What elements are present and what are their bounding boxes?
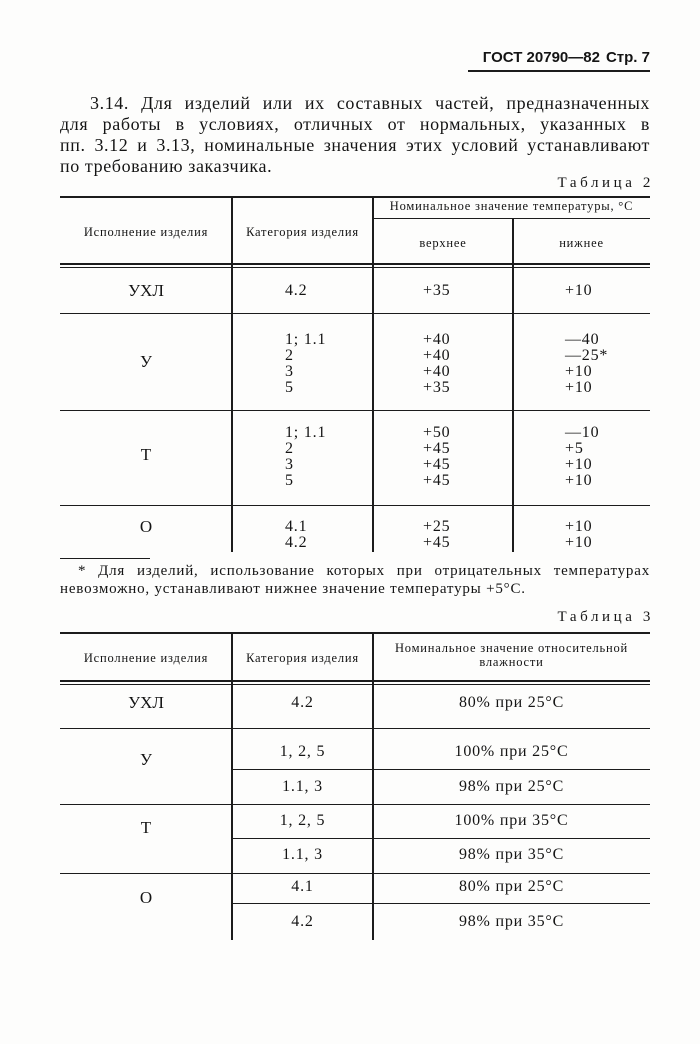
table3-header-rule — [60, 684, 650, 685]
table2-row-lower — [565, 425, 599, 489]
table3-humidity-value: 100% при 35°C — [454, 812, 569, 829]
table2-row-execution: О — [139, 517, 153, 536]
table3-category: 4.2 — [291, 913, 314, 930]
table3-row-execution: Т — [140, 818, 152, 837]
lower-value: +10 — [565, 518, 593, 535]
footnote-line: невозможно, устанавливают нижнее значение температуры +5°C. — [60, 581, 526, 597]
table3-row-execution: УХЛ — [128, 693, 164, 712]
category-value: 4.2 — [285, 282, 308, 299]
table3-row-execution: О — [139, 888, 153, 907]
table2-row-lower — [565, 332, 608, 396]
table2-column-rule — [231, 196, 233, 552]
table3-row-rule — [60, 873, 650, 874]
table2-row-categories — [285, 425, 326, 489]
table2-header-rule — [60, 267, 650, 268]
upper-value: +35 — [423, 379, 451, 396]
category-value: 2 — [285, 347, 294, 364]
upper-value: +45 — [423, 440, 451, 457]
lower-value: —10 — [565, 424, 600, 441]
table3-row-execution: У — [139, 750, 153, 769]
table2-row-categories — [285, 519, 307, 551]
table2-row-upper — [423, 519, 450, 551]
table2-row-categories — [285, 283, 307, 299]
footnote-line: * Для изделий, использование которых при отрицательных температурах — [78, 563, 650, 579]
table2-header-category: Категория изделия — [246, 225, 359, 239]
standard-number: ГОСТ 20790—82 — [482, 49, 600, 66]
table3-category: 1.1, 3 — [282, 846, 323, 863]
table3-header-execution: Исполнение изделия — [83, 651, 209, 665]
table2-header-lower: нижнее — [559, 236, 604, 250]
table3-humidity-value: 80% при 25°C — [458, 694, 565, 711]
upper-value: +45 — [423, 472, 451, 489]
category-value: 3 — [285, 363, 294, 380]
table2-header-execution: Исполнение изделия — [83, 225, 209, 239]
table3-header-humidity: влажности — [479, 655, 544, 669]
lower-value: +10 — [565, 456, 593, 473]
table3-humidity-value: 98% при 25°C — [458, 778, 565, 795]
table2-row-lower — [565, 519, 592, 551]
table3-category: 1, 2, 5 — [279, 743, 326, 760]
table3-humidity-value: 80% при 25°C — [458, 878, 565, 895]
upper-value: +35 — [423, 282, 451, 299]
table2-row-execution: Т — [140, 445, 152, 464]
table3-category: 1.1, 3 — [282, 778, 323, 795]
table2-header-upper: верхнее — [419, 236, 467, 250]
lower-value: +10 — [565, 282, 593, 299]
clause-line: 3.14. Для изделий или их составных частей, предназначенных — [90, 93, 650, 113]
upper-value: +40 — [423, 331, 451, 348]
table3-caption: Таблица 3 — [557, 609, 654, 625]
table2-row-upper — [423, 425, 450, 489]
lower-value: —40 — [565, 331, 600, 348]
table2-header-rule — [60, 263, 650, 265]
clause-line: по требованию заказчика. — [60, 156, 273, 176]
table3-humidity-value: 98% при 35°C — [458, 846, 565, 863]
category-value: 4.1 — [285, 518, 308, 535]
table2-row-lower — [565, 283, 592, 299]
table2-row-upper — [423, 332, 450, 396]
upper-value: +45 — [423, 534, 451, 551]
clause-line: пп. 3.12 и 3.13, номинальные значения этих условий устанавливают — [60, 135, 650, 155]
table2-caption: Таблица 2 — [557, 175, 654, 191]
table3-header-category: Категория изделия — [246, 651, 359, 665]
table3-subrow-rule — [232, 838, 650, 839]
lower-value: +10 — [565, 472, 593, 489]
table2-row-rule — [60, 410, 650, 411]
table2-row-upper — [423, 283, 450, 299]
lower-value: +10 — [565, 379, 593, 396]
upper-value: +25 — [423, 518, 451, 535]
footnote-rule — [60, 558, 150, 559]
upper-value: +45 — [423, 456, 451, 473]
category-value: 4.2 — [285, 534, 308, 551]
table3-category: 4.2 — [291, 694, 314, 711]
table3-humidity-value: 100% при 25°C — [454, 743, 569, 760]
table2-row-rule — [60, 313, 650, 314]
category-value: 5 — [285, 472, 294, 489]
table3-header-humidity: Номинальное значение относительной — [394, 641, 629, 655]
table3-header-rule — [60, 680, 650, 682]
table2-row-rule — [60, 505, 650, 506]
category-value: 1; 1.1 — [285, 331, 327, 348]
table3-row-rule — [60, 728, 650, 729]
page-number: Стр. 7 — [605, 49, 650, 66]
table2-header-temperature: Номинальное значение температуры, °C — [389, 199, 634, 213]
table2-row-execution: У — [139, 352, 153, 371]
upper-value: +40 — [423, 347, 451, 364]
page-header — [483, 49, 650, 67]
table3-subrow-rule — [232, 769, 650, 770]
table2-top-rule — [60, 196, 650, 198]
table3-category: 1, 2, 5 — [279, 812, 326, 829]
lower-value: +10 — [565, 534, 593, 551]
upper-value: +40 — [423, 363, 451, 380]
table2-row-execution: УХЛ — [128, 281, 164, 300]
table3-humidity-value: 98% при 35°C — [458, 913, 565, 930]
table3-top-rule — [60, 632, 650, 634]
table3-row-rule — [60, 804, 650, 805]
lower-value: +5 — [565, 440, 584, 457]
lower-value: +10 — [565, 363, 593, 380]
category-value: 2 — [285, 440, 294, 457]
table3-category: 4.1 — [291, 878, 314, 895]
table2-column-rule — [512, 218, 514, 552]
category-value: 5 — [285, 379, 294, 396]
table2-row-categories — [285, 332, 326, 396]
category-value: 3 — [285, 456, 294, 473]
table3-subrow-rule — [232, 903, 650, 904]
upper-value: +50 — [423, 424, 451, 441]
clause-line: для работы в условиях, отличных от нормальных, указанных в — [60, 114, 650, 134]
category-value: 1; 1.1 — [285, 424, 327, 441]
lower-value: —25* — [565, 347, 609, 364]
header-underline — [468, 70, 650, 72]
